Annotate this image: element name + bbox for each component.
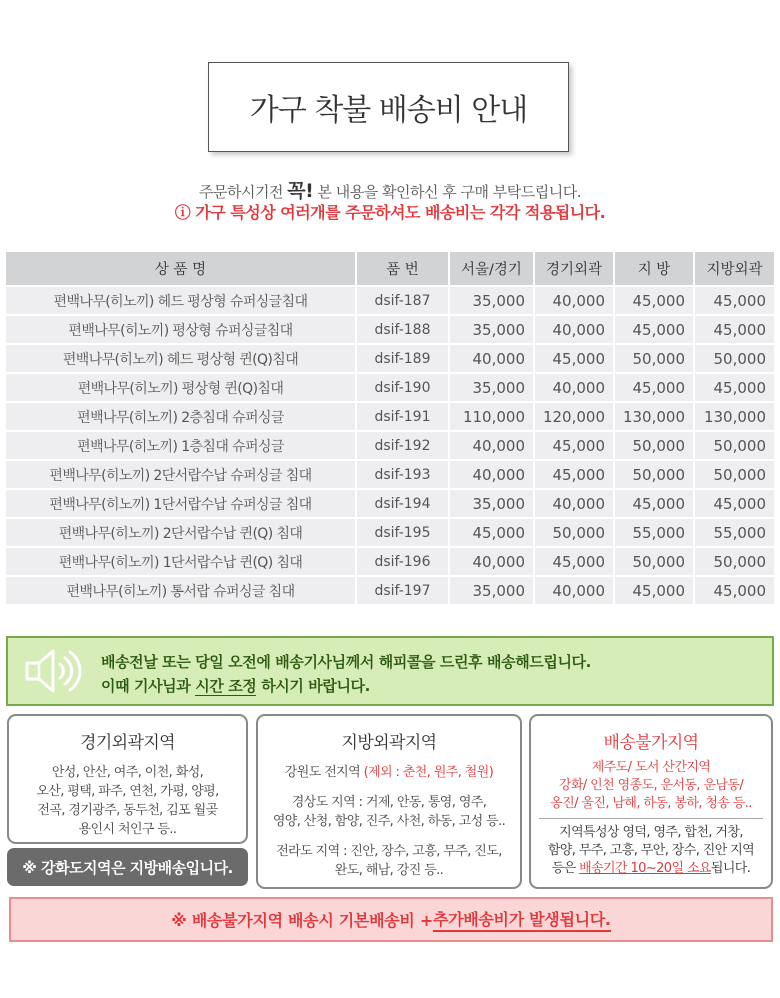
region-line: 제주도/ 도서 산간지역 xyxy=(591,760,711,775)
region-body xyxy=(9,763,246,839)
cell-product-name: 편백나무(히노끼) 2층침대 슈퍼싱글 xyxy=(6,403,357,430)
happy-call-notice xyxy=(6,636,774,706)
region-jibang-outer xyxy=(256,714,522,889)
cell-jibang-outer: 50,000 xyxy=(695,432,774,459)
cell-jibang: 45,000 xyxy=(615,577,695,604)
notice-line-2 xyxy=(101,675,370,696)
gangwon-prefix: 강원도 전지역 xyxy=(284,765,364,780)
megaphone-icon xyxy=(22,646,90,696)
cell-jibang-outer: 45,000 xyxy=(695,287,774,314)
shipping-fee-table xyxy=(6,250,774,606)
cell-product-code: dsif-188 xyxy=(357,316,450,343)
cell-gyeonggi-outer: 40,000 xyxy=(535,374,615,401)
cell-jibang: 45,000 xyxy=(615,316,695,343)
cell-seoul-gyeonggi: 35,000 xyxy=(450,490,535,517)
cell-product-code: dsif-194 xyxy=(357,490,450,517)
cell-jibang-outer: 50,000 xyxy=(695,461,774,488)
subtitle-emphasis: 꼭! xyxy=(287,180,314,202)
cell-product-name: 편백나무(히노끼) 평상형 슈퍼싱글침대 xyxy=(6,316,357,343)
header-product-code: 품 번 xyxy=(357,252,450,285)
header-gyeonggi-outer: 경기외곽 xyxy=(535,252,615,285)
cell-seoul-gyeonggi: 40,000 xyxy=(450,548,535,575)
cell-gyeonggi-outer: 40,000 xyxy=(535,490,615,517)
cell-product-code: dsif-190 xyxy=(357,374,450,401)
header-jibang-outer: 지방외곽 xyxy=(695,252,774,285)
cell-gyeonggi-outer: 40,000 xyxy=(535,577,615,604)
cell-product-code: dsif-195 xyxy=(357,519,450,546)
cell-jibang: 45,000 xyxy=(615,374,695,401)
table-row xyxy=(6,548,774,575)
unavailable-list xyxy=(531,759,771,813)
region-unavailable xyxy=(529,714,773,889)
region-line: 전라도 지역 : 진안, 장수, 고흥, 무주, 진도, xyxy=(276,844,502,859)
cell-product-name: 편백나무(히노끼) 1단서랍수납 슈퍼싱글 침대 xyxy=(6,490,357,517)
long-delivery-note xyxy=(531,824,771,878)
table-row xyxy=(6,345,774,372)
region-line: 함양, 무주, 고흥, 무안, 장수, 진안 지역 xyxy=(547,843,755,858)
header-product-name: 상 품 명 xyxy=(6,252,357,285)
subtitle-text-before: 주문하시기전 xyxy=(199,183,288,201)
cell-seoul-gyeonggi: 35,000 xyxy=(450,577,535,604)
cell-gyeonggi-outer: 50,000 xyxy=(535,519,615,546)
notice-line-2-before: 이때 기사님과 xyxy=(101,677,196,695)
region-title: 지방외곽지역 xyxy=(341,733,437,753)
cell-jibang: 45,000 xyxy=(615,287,695,314)
cell-gyeonggi-outer: 40,000 xyxy=(535,287,615,314)
cell-seoul-gyeonggi: 40,000 xyxy=(450,461,535,488)
notice-line-1: 배송전날 또는 당일 오전에 배송기사님께서 해피콜을 드린후 배송해드립니다. xyxy=(101,653,591,671)
cell-seoul-gyeonggi: 35,000 xyxy=(450,287,535,314)
extra-fee-text: ※ 배송불가지역 배송시 기본배송비 + xyxy=(171,911,433,930)
table-row xyxy=(6,374,774,401)
cell-jibang-outer: 45,000 xyxy=(695,577,774,604)
divider xyxy=(539,818,763,819)
cell-seoul-gyeonggi: 45,000 xyxy=(450,519,535,546)
region-jeolla xyxy=(258,842,520,880)
notice-line-2-after: 하시기 바랍니다. xyxy=(256,677,370,695)
ganghwa-badge: ※ 강화도지역은 지방배송입니다. xyxy=(7,848,248,886)
cell-jibang-outer: 45,000 xyxy=(695,374,774,401)
subtitle xyxy=(0,176,780,203)
cell-seoul-gyeonggi: 40,000 xyxy=(450,345,535,372)
cell-product-name: 편백나무(히노끼) 2단서랍수납 퀸(Q) 침대 xyxy=(6,519,357,546)
cell-jibang-outer: 130,000 xyxy=(695,403,774,430)
cell-jibang-outer: 50,000 xyxy=(695,345,774,372)
cell-gyeonggi-outer: 120,000 xyxy=(535,403,615,430)
extra-fee-underlined: 추가배송비가 발생됩니다. xyxy=(433,907,611,932)
table-row xyxy=(6,461,774,488)
notice-underlined-text: 시간 조정 xyxy=(195,677,257,695)
extra-fee-warning xyxy=(9,897,773,942)
cell-product-name: 편백나무(히노끼) 통서랍 슈퍼싱글 침대 xyxy=(6,577,357,604)
region-line: 강화/ 인천 영종도, 운서동, 운남동/ xyxy=(558,778,744,793)
header-seoul-gyeonggi: 서울/경기 xyxy=(450,252,535,285)
region-line: 용인시 처인구 등.. xyxy=(78,822,177,837)
cell-jibang: 130,000 xyxy=(615,403,695,430)
region-line: 안성, 안산, 여주, 이천, 화성, xyxy=(51,765,204,780)
cell-product-code: dsif-189 xyxy=(357,345,450,372)
note-after: 됩니다. xyxy=(710,861,751,876)
cell-seoul-gyeonggi: 35,000 xyxy=(450,374,535,401)
table-row xyxy=(6,287,774,314)
cell-product-code: dsif-197 xyxy=(357,577,450,604)
page-title: 가구 착불 배송비 안내 xyxy=(208,62,569,152)
cell-jibang: 50,000 xyxy=(615,345,695,372)
cell-jibang: 45,000 xyxy=(615,490,695,517)
cell-product-code: dsif-193 xyxy=(357,461,450,488)
cell-gyeonggi-outer: 40,000 xyxy=(535,316,615,343)
region-line: 영양, 산청, 함양, 진주, 사천, 하동, 고성 등.. xyxy=(272,814,506,829)
region-title: 배송불가지역 xyxy=(603,733,699,753)
table-row xyxy=(6,432,774,459)
header-jibang: 지 방 xyxy=(615,252,695,285)
region-title: 경기외곽지역 xyxy=(80,733,175,753)
cell-jibang-outer: 50,000 xyxy=(695,548,774,575)
cell-jibang: 50,000 xyxy=(615,432,695,459)
cell-product-code: dsif-196 xyxy=(357,548,450,575)
region-line xyxy=(531,860,771,878)
cell-jibang-outer: 45,000 xyxy=(695,316,774,343)
cell-product-name: 편백나무(히노끼) 2단서랍수납 슈퍼싱글 침대 xyxy=(6,461,357,488)
cell-product-code: dsif-192 xyxy=(357,432,450,459)
cell-jibang-outer: 55,000 xyxy=(695,519,774,546)
region-line: 오산, 평택, 파주, 연천, 가평, 양평, xyxy=(36,784,219,799)
cell-product-name: 편백나무(히노끼) 헤드 평상형 슈퍼싱글침대 xyxy=(6,287,357,314)
table-row xyxy=(6,403,774,430)
cell-gyeonggi-outer: 45,000 xyxy=(535,548,615,575)
gangwon-exception: (제외 : 춘천, 원주, 철원) xyxy=(363,765,494,780)
region-line: 옹진/ 울진, 남해, 하동, 봉하, 청송 등.. xyxy=(550,796,752,811)
table-row xyxy=(6,577,774,604)
table-row xyxy=(6,316,774,343)
cell-seoul-gyeonggi: 35,000 xyxy=(450,316,535,343)
cell-product-name: 편백나무(히노끼) 1층침대 슈퍼싱글 xyxy=(6,432,357,459)
cell-seoul-gyeonggi: 40,000 xyxy=(450,432,535,459)
cell-seoul-gyeonggi: 110,000 xyxy=(450,403,535,430)
region-gyeonggi-outer xyxy=(7,714,248,844)
cell-product-code: dsif-187 xyxy=(357,287,450,314)
cell-product-name: 편백나무(히노끼) 1단서랍수납 퀸(Q) 침대 xyxy=(6,548,357,575)
note-before: 등은 xyxy=(551,861,580,876)
cell-gyeonggi-outer: 45,000 xyxy=(535,345,615,372)
cell-product-name: 편백나무(히노끼) 평상형 퀸(Q)침대 xyxy=(6,374,357,401)
cell-gyeonggi-outer: 45,000 xyxy=(535,432,615,459)
region-gangwon xyxy=(258,763,520,782)
region-line: 경상도 지역 : 거제, 안동, 통영, 영주, xyxy=(291,795,487,810)
table-row xyxy=(6,519,774,546)
cell-gyeonggi-outer: 45,000 xyxy=(535,461,615,488)
table-row xyxy=(6,490,774,517)
table-header-row xyxy=(6,252,774,285)
region-line: 지역특성상 영덕, 영주, 합천, 거창, xyxy=(559,825,743,840)
cell-jibang: 55,000 xyxy=(615,519,695,546)
region-line: 전곡, 경기광주, 동두천, 김포 월곶 xyxy=(37,803,218,818)
region-line: 완도, 해남, 강진 등.. xyxy=(334,863,444,878)
warning-text: ⓘ 가구 특성상 여러개를 주문하셔도 배송비는 각각 적용됩니다. xyxy=(174,203,606,222)
cell-jibang-outer: 45,000 xyxy=(695,490,774,517)
cell-product-name: 편백나무(히노끼) 헤드 평상형 퀸(Q)침대 xyxy=(6,345,357,372)
subtitle-text-after: 본 내용을 확인하신 후 구매 부탁드립니다. xyxy=(313,183,581,201)
delivery-period-text: 배송기간 10~20일 소요 xyxy=(579,861,711,876)
cell-jibang: 50,000 xyxy=(615,548,695,575)
cell-product-code: dsif-191 xyxy=(357,403,450,430)
region-gyeongsang xyxy=(258,793,520,831)
cell-jibang: 50,000 xyxy=(615,461,695,488)
